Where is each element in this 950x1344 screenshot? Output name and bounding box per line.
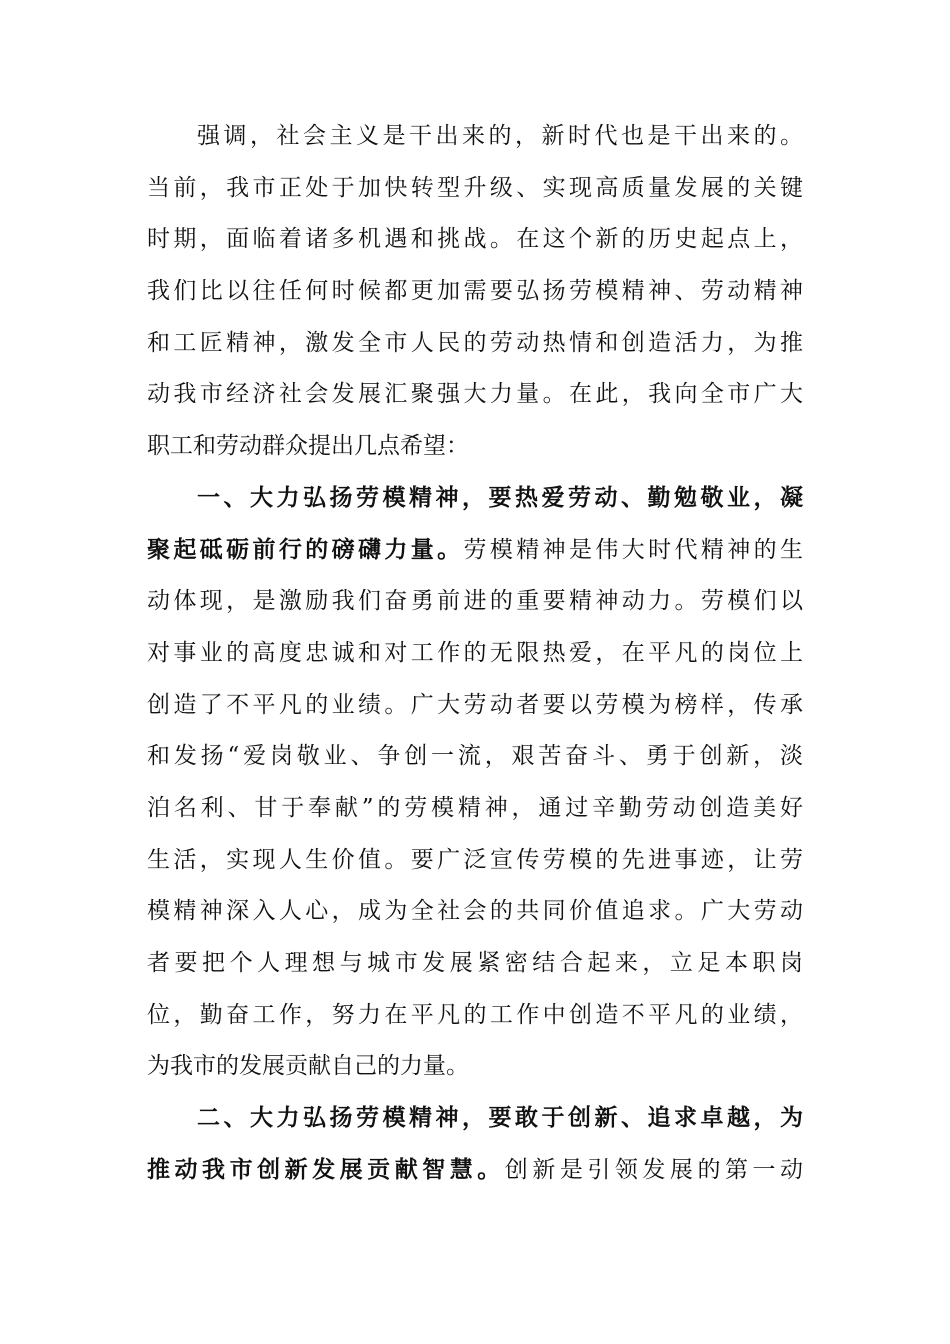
bold-heading-text: 二、大力弘扬劳模精神，要敢于创新、追求卓越，为: [197, 1105, 803, 1132]
text-line: [147, 473, 803, 525]
body-text: 时期，面临着诸多机遇和挑战。在这个新的历史起点上，: [147, 226, 803, 253]
text-line: [147, 731, 803, 783]
body-text: 动我市经济社会发展汇聚强大力量。在此，我向全市广大: [147, 381, 803, 408]
body-text: 生活，实现人生价值。要广泛宣传劳模的先进事迹，让劳: [147, 846, 803, 873]
text-line: [147, 835, 803, 887]
bold-heading-text: 聚起砥砺前行的磅礴力量。: [147, 536, 464, 563]
bold-heading-text: 一、大力弘扬劳模精神，要热爱劳动、勤勉敬业，凝: [197, 484, 803, 511]
body-text: 当前，我市正处于加快转型升级、实现高质量发展的关键: [147, 174, 803, 201]
body-text: 动体现，是激励我们奋勇前进的重要精神动力。劳模们以: [147, 588, 803, 615]
document-page: [147, 111, 803, 1196]
text-line: [147, 1041, 803, 1093]
text-line: [147, 628, 803, 680]
body-text: 模精神深入人心，成为全社会的共同价值追求。广大劳动: [147, 898, 803, 925]
text-line: [147, 938, 803, 990]
body-text: 对事业的高度忠诚和对工作的无限热爱，在平凡的岗位上: [147, 639, 803, 666]
body-text: 为我市的发展贡献自己的力量。: [147, 1053, 469, 1080]
text-line: [147, 214, 803, 266]
text-line: [147, 421, 803, 473]
body-text: 劳模精神是伟大时代精神的生: [463, 536, 803, 563]
bold-heading-text: 推动我市创新发展贡献智慧。: [147, 1156, 505, 1183]
text-line: [147, 369, 803, 421]
text-line: [147, 525, 803, 577]
text-line: [147, 680, 803, 732]
body-text: 我们比以往任何时候都更加需要弘扬劳模精神、劳动精神: [147, 278, 803, 305]
text-line: [147, 163, 803, 215]
text-line: [147, 318, 803, 370]
text-line: [147, 576, 803, 628]
text-line: [147, 783, 803, 835]
body-text: 位，勤奋工作，努力在平凡的工作中创造不平凡的业绩，: [147, 1001, 803, 1028]
body-text: 泊名利、甘于奉献”的劳模精神，通过辛勤劳动创造美好: [147, 794, 803, 821]
text-line: [147, 990, 803, 1042]
body-text: 创造了不平凡的业绩。广大劳动者要以劳模为榜样，传承: [147, 691, 803, 718]
text-line: [147, 111, 803, 163]
text-line: [147, 1145, 803, 1197]
body-text: 强调，社会主义是干出来的，新时代也是干出来的。: [197, 123, 803, 149]
body-text: 和发扬“爱岗敬业、争创一流，艰苦奋斗、勇于创新，淡: [147, 743, 803, 770]
body-text: 创新是引领发展的第一动: [504, 1156, 804, 1183]
body-text: 和工匠精神，激发全市人民的劳动热情和创造活力，为推: [147, 329, 803, 356]
body-text: 者要把个人理想与城市发展紧密结合起来，立足本职岗: [147, 950, 803, 976]
text-line: [147, 1093, 803, 1145]
text-line: [147, 886, 803, 938]
body-text: 职工和劳动群众提出几点希望：: [147, 433, 469, 460]
text-line: [147, 266, 803, 318]
